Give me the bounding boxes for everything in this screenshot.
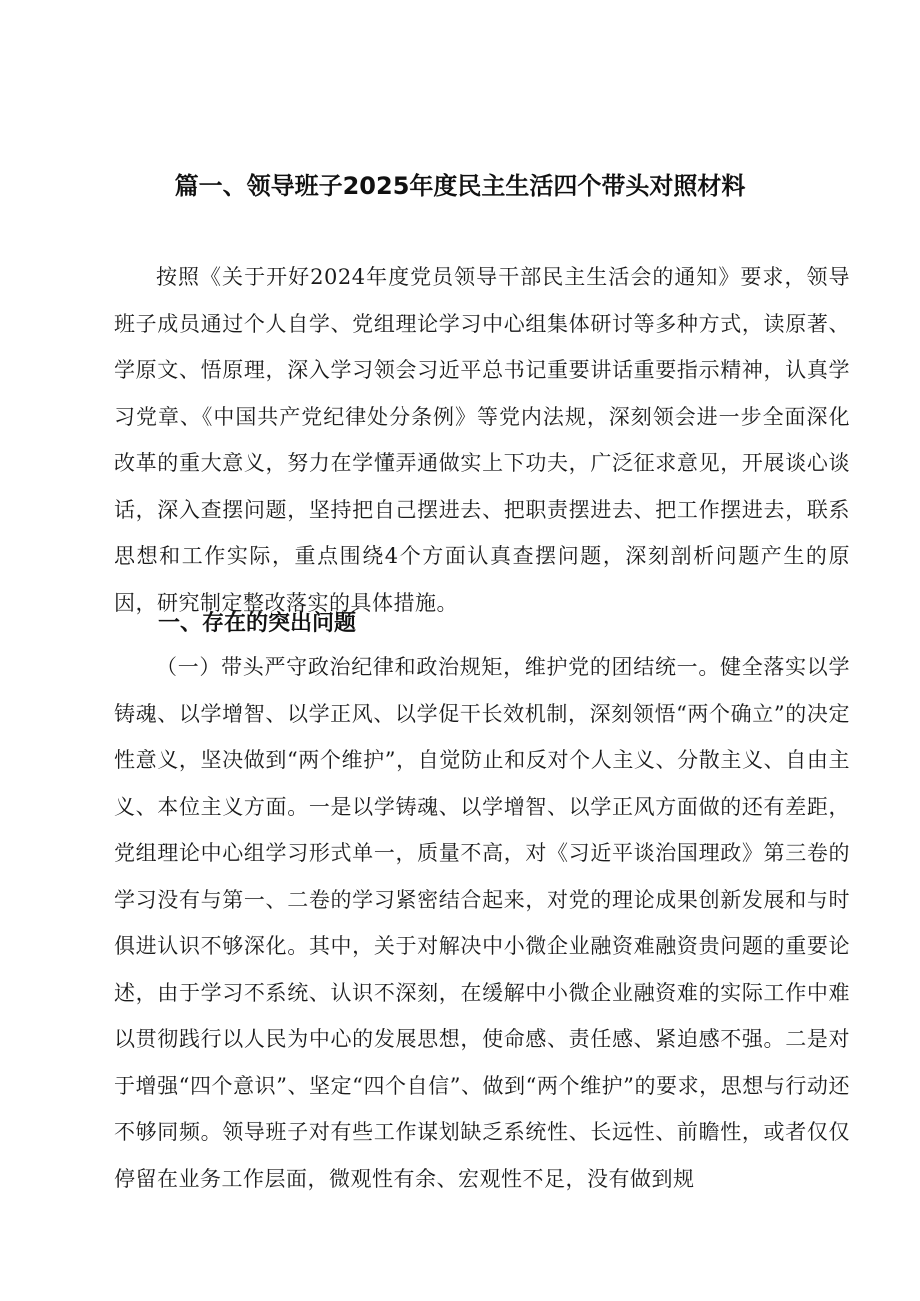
section-paragraph: （一）带头严守政治纪律和政治规矩，维护党的团结统一。健全落实以学铸魂、以学增智、以学正风、以学促干长效机制，深刻领悟“两个确立”的决定性意义，坚决做到“两个维护”，自觉防止和反对个人主义、分散主义、自由主义、本位主义方面。一是以学铸魂、以学增智、以学正风方面做的还有差距，党组理论中心组学习形式单一，质量不高，对《习近平谈治国理政》第三卷的学习没有与第一、二卷的学习紧密结合起来，对党的理论成果创新发展和与时俱进认识不够深化。其中，关于对解决中小微企业融资难融资贵问题的重要论述，由于学习不系统、认识不深刻，在缓解中小微企业融资难的实际工作中难以贯彻践行以人民为中心的发展思想，使命感、责任感、紧迫感不强。二是对于增强“四个意识”、坚定“四个自信”、做到“两个维护”的要求，思想与行动还不够同频。领导班子对有些工作谋划缺乏系统性、长远性、前瞻性，或者仅仅停留在业务工作层面，微观性有余、宏观性不足，没有做到规 <box>114 655 850 1191</box>
section-heading: 一、存在的突出问题 <box>158 611 357 636</box>
document-title: 篇一、领导班子2025年度民主生活四个带头对照材料 <box>174 172 746 200</box>
intro-paragraph: 按照《关于开好2024年度党员领导干部民主生活会的通知》要求，领导班子成员通过个人自学、党组理论学习中心组集体研讨等多种方式，读原著、学原文、悟原理，深入学习领会习近平总书记重要讲话重要指示精神，认真学习党章、《中国共产党纪律处分条例》等党内法规，深刻领会进一步全面深化改革的重大意义，努力在学懂弄通做实上下功夫，广泛征求意见，开展谈心谈话，深入查摆问题，坚持把自己摆进去、把职责摆进去、把工作摆进去，联系思想和工作实际，重点围绕4个方面认真查摆问题，深刻剖析问题产生的原因，研究制定整改落实的具体措施。 <box>114 265 850 615</box>
